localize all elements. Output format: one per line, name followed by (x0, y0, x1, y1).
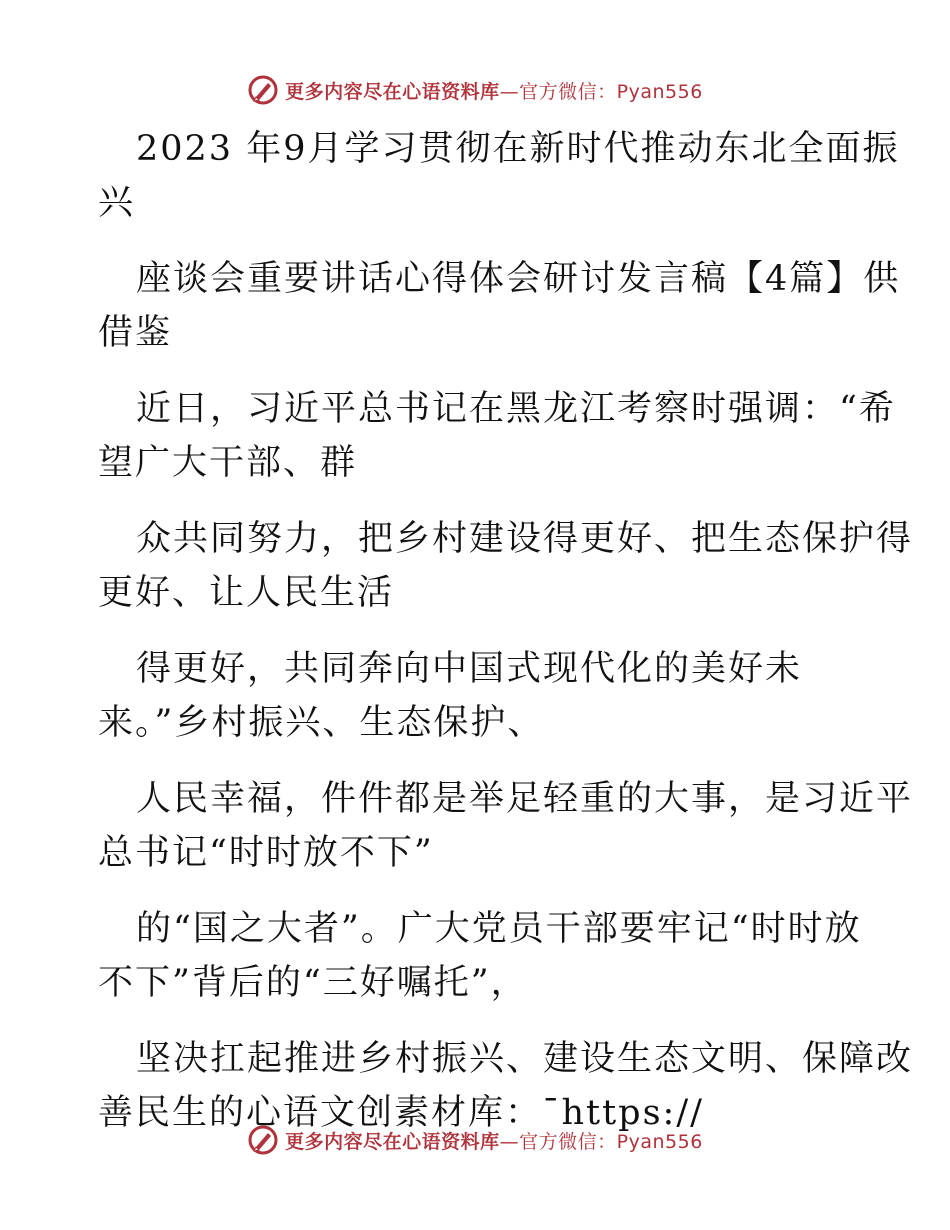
title-line-2: 兴 (98, 183, 136, 223)
paragraph-line: 坚决扛起推进乡村振兴、建设生态文明、保障改 (136, 1039, 914, 1079)
paragraph-line: 善民生的心语文创素材库：¯https:// (98, 1093, 704, 1133)
pen-logo-icon (247, 1124, 279, 1156)
subtitle-line-1: 座谈会重要讲话心得体会研讨发言稿【4篇】供 (136, 259, 901, 299)
watermark-site-name: 更多内容尽在心语资料库 (285, 1130, 500, 1153)
paragraph-line: 人民幸福，件件都是举足轻重的大事，是习近平 (136, 779, 914, 819)
paragraph-line: 的“国之大者”。广大党员干部要牢记“时时放 (136, 909, 862, 949)
header-watermark (0, 70, 950, 110)
paragraph-line: 众共同努力，把乡村建设得更好、把生态保护得 (136, 519, 914, 559)
watermark-site-name: 更多内容尽在心语资料库 (285, 80, 500, 103)
footer-watermark (0, 1120, 950, 1160)
watermark-text (285, 77, 703, 104)
watermark-text (285, 1127, 703, 1154)
watermark-wechat: 官方微信：Pyan556 (519, 1130, 703, 1153)
paragraph-line: 近日，习近平总书记在黑龙江考察时强调：“希 (136, 389, 896, 429)
paragraph-line: 望广大干部、群 (98, 443, 358, 483)
watermark-dash: — (499, 1130, 520, 1153)
paragraph-line: 总书记“时时放不下” (98, 833, 434, 873)
document-body (98, 122, 914, 1140)
watermark-wechat: 官方微信：Pyan556 (519, 80, 703, 103)
pen-logo-icon (247, 74, 279, 106)
subtitle-line-2: 借鉴 (98, 313, 173, 353)
paragraph-line: 不下”背后的“三好嘱托”， (98, 963, 528, 1003)
paragraph-line: 来。”乡村振兴、生态保护、 (98, 703, 545, 743)
title-line-1: 2023 年9月学习贯彻在新时代推动东北全面振 (136, 129, 900, 169)
paragraph-line: 更好、让人民生活 (98, 573, 395, 613)
paragraph-line: 得更好，共同奔向中国式现代化的美好未 (136, 649, 803, 689)
watermark-dash: — (499, 80, 520, 103)
